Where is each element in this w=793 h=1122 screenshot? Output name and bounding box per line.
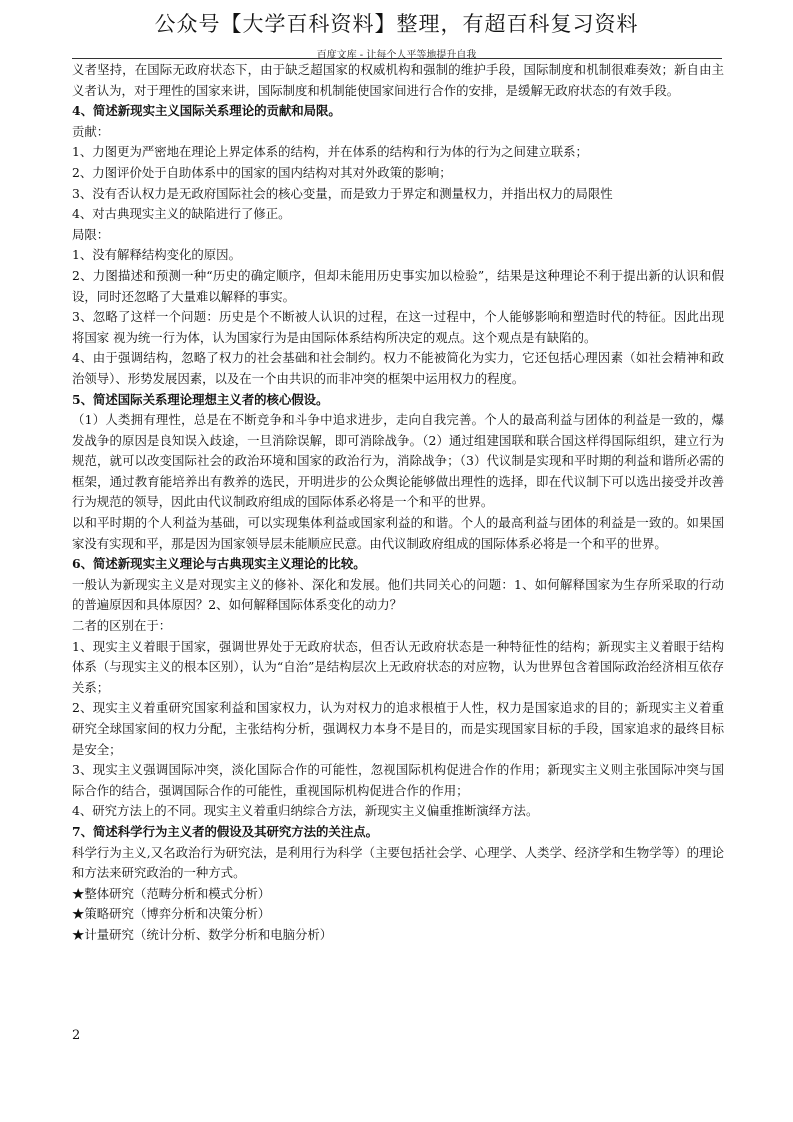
paragraph: 局限： <box>72 226 110 242</box>
paragraph: 2、力图描述和预测一种“历史的确定顺序，但却未能用历史事实加以检验”，结果是这种理论不利于提出新的认识和假设，同时还忽略了大量难以解释的事实。 <box>72 267 724 304</box>
section-heading: 5、简述国际关系理论理想主义者的核心假设。 <box>72 391 329 407</box>
paragraph: 科学行为主义,又名政治行为研究法，是利用行为科学（主要包括社会学、心理学、人类学、经济学和生物学等）的理论和方法来研究政治的一种方式。 <box>72 844 724 881</box>
paragraph: 4、由于强调结构，忽略了权力的社会基础和社会制约。权力不能被简化为实力，它还包括心理因素（如社会精神和政治领导）、形势发展因素，以及在一个由共识的而非冲突的框架中运用权力的程度。 <box>72 350 724 386</box>
paragraph: 1、现实主义着眼于国家，强调世界处于无政府状态，但否认无政府状态是一种特征性的结构；新现实主义着眼于结构体系（与现实主义的根本区别），认为“自治”是结构层次上无政府状态的对应物，认为世界包含着国际政治经济相互依存关系； <box>72 638 724 695</box>
paragraph: （1）人类拥有理性，总是在不断竞争和斗争中追求进步，走向自我完善。个人的最高利益与团体的利益是一致的，爆发战争的原因是良知误入歧途，一旦消除误解，即可消除战争。（2）通过组建国联和联合国这样得国际组织，建立行为规范，就可以改变国际社会的政治环境和国家的政治行为，消除战争；（3）代议制是实现和平时期的利益和谐所必需的框架，通过教育能培养出有教养的选民，开明进步的公众舆论能够做出理性的选择，即在代议制下可以选出接受并改善行为规范的领导，因此由代议制政府组成的国际体系必将是一个和平的世界。 <box>72 412 724 510</box>
paragraph: 2、现实主义着重研究国家利益和国家权力，认为对权力的追求根植于人性，权力是国家追求的目的；新现实主义着重研究全球国家间的权力分配，主张结构分析，强调权力本身不是目的，而是实现国家目标的手段，国家追求的最终目标是安全； <box>72 700 724 757</box>
header-title: 公众号【大学百科资料】整理，有超百科复习资料 <box>154 12 639 36</box>
document-body <box>72 60 724 946</box>
paragraph: 3、忽略了这样一个问题：历史是个不断被人认识的过程，在这一过程中，个人能够影响和塑造时代的特征。因此出现将国家 视为统一行为体，认为国家行为是由国际体系结构所决定的观点。这个观点是有缺陷的。 <box>72 309 724 345</box>
page-number: 2 <box>72 1028 81 1043</box>
paragraph: 1、没有解释结构变化的原因。 <box>72 247 241 263</box>
paragraph: 4、研究方法上的不同。现实主义着重归纳综合方法，新现实主义偏重推断演绎方法。 <box>72 803 539 819</box>
paragraph: ★策略研究（博弈分析和决策分析） <box>72 906 271 922</box>
paragraph: ★计量研究（统计分析、数学分析和电脑分析） <box>72 926 333 942</box>
paragraph: 3、现实主义强调国际冲突，淡化国际合作的可能性，忽视国际机构促进合作的作用；新现实主义则主张国际冲突与国际合作的结合，强调国际合作的可能性，重视国际机构促进合作的作用； <box>72 762 724 798</box>
header-divider <box>72 58 722 59</box>
section-heading: 6、简述新现实主义理论与古典现实主义理论的比较。 <box>72 556 366 572</box>
paragraph: 贡献： <box>72 123 110 139</box>
paragraph: 1、力图更为严密地在理论上界定体系的结构，并在体系的结构和行为体的行为之间建立联系； <box>72 144 588 160</box>
paragraph: 以和平时期的个人利益为基础，可以实现集体利益或国家利益的和谐。个人的最高利益与团体的利益是一致的。如果国家没有实现和平，那是因为国家领导层未能顺应民意。由代议制政府组成的国际体系必将是一个和平的世界。 <box>72 515 724 551</box>
paragraph: 二者的区别在于： <box>72 618 172 634</box>
paragraph: 义者坚持，在国际无政府状态下，由于缺乏超国家的权威机构和强制的维护手段，国际制度和机制很难奏效；新自由主义者认为，对于理性的国家来讲，国际制度和机制能使国家间进行合作的安排，是缓解无政府状态的有效手段。 <box>72 62 724 98</box>
paragraph: 4、对古典现实主义的缺陷进行了修正。 <box>72 206 291 222</box>
paragraph: 一般认为新现实主义是对现实主义的修补、深化和发展。他们共同关心的问题：1、如何解释国家为生存所采取的行动的普遍原因和具体原因？2、如何解释国际体系变化的动力？ <box>72 576 724 613</box>
paragraph: 3、没有否认权力是无政府国际社会的核心变量，而是致力于界定和测量权力，并指出权力的局限性 <box>72 185 613 201</box>
header-subtitle: 百度文库 - 让每个人平等地提升自我 <box>316 50 477 61</box>
paragraph: ★整体研究（范畴分析和模式分析） <box>72 885 271 901</box>
paragraph: 2、力图评价处于自助体系中的国家的国内结构对其对外政策的影响； <box>72 164 452 180</box>
section-heading: 4、简述新现实主义国际关系理论的贡献和局限。 <box>72 103 341 119</box>
section-heading: 7、简述科学行为主义者的假设及其研究方法的关注点。 <box>72 823 378 839</box>
